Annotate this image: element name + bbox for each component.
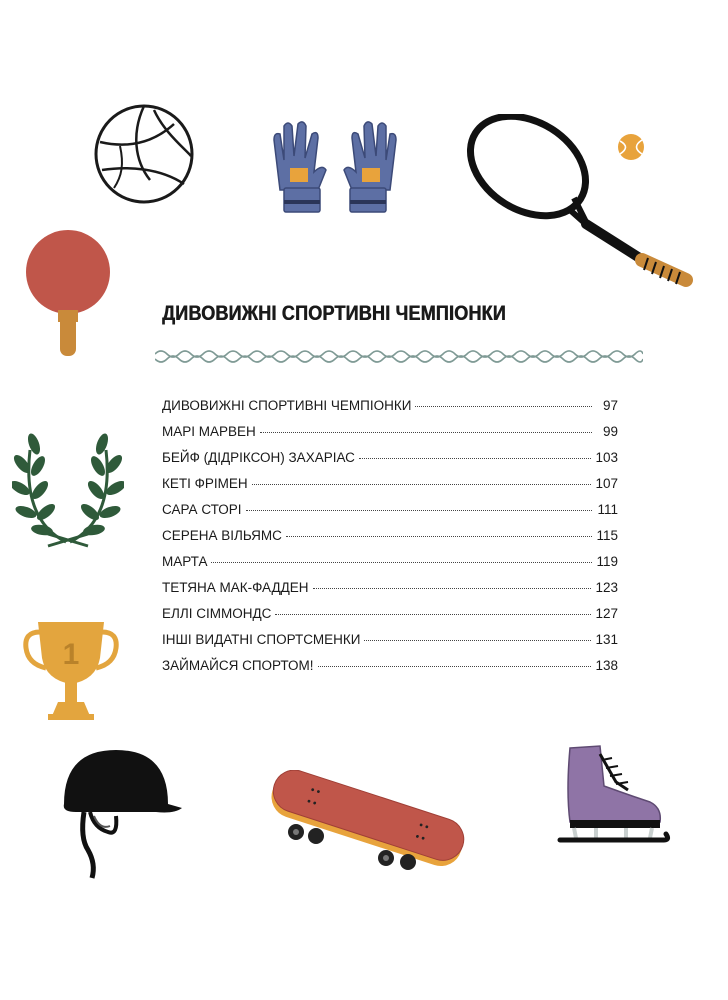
- dot-leader: [252, 484, 592, 485]
- volleyball-icon: [92, 102, 196, 206]
- gloves-icon: [266, 120, 404, 216]
- skateboard-icon: [262, 770, 472, 872]
- toc-entry-title: САРА СТОРІ: [162, 502, 242, 517]
- toc-entry: [162, 580, 618, 606]
- toc-entry-title: МАРТА: [162, 554, 208, 569]
- trophy-number: 1: [62, 638, 80, 671]
- toc-entry-title: КЕТІ ФРІМЕН: [162, 476, 248, 491]
- toc-entry-page: 107: [595, 476, 618, 491]
- dot-leader: [318, 666, 592, 667]
- toc-entry-page: 99: [602, 424, 618, 439]
- toc-entry-title: БЕЙФ (ДІДРІКСОН) ЗАХАРІАС: [162, 450, 355, 465]
- page-title: ДИВОВИЖНІ СПОРТИВНІ ЧЕМПІОНКИ: [162, 302, 506, 325]
- laurel-wreath-icon: [12, 430, 124, 550]
- dot-leader: [260, 432, 592, 433]
- dot-leader: [364, 640, 591, 641]
- tennis-racket-icon: [462, 114, 696, 290]
- toc-entry-page: 123: [595, 580, 618, 595]
- toc-entry-page: 103: [595, 450, 618, 465]
- toc-entry-page: 138: [595, 658, 618, 673]
- toc-entry-page: 97: [602, 398, 618, 413]
- toc-entry-title: СЕРЕНА ВІЛЬЯМС: [162, 528, 282, 543]
- toc-entry-title: ДИВОВИЖНІ СПОРТИВНІ ЧЕМПІОНКИ: [162, 398, 412, 413]
- toc-entry-page: 119: [596, 554, 618, 569]
- toc-entry: [162, 528, 618, 554]
- dot-leader: [415, 406, 592, 407]
- toc-entry: [162, 424, 618, 450]
- toc-entry-page: 115: [596, 528, 618, 543]
- toc-entry-title: ІНШІ ВИДАТНІ СПОРТСМЕНКИ: [162, 632, 361, 647]
- tennis-ball-icon: [616, 132, 646, 162]
- table-of-contents: [162, 398, 618, 684]
- dot-leader: [359, 458, 592, 459]
- toc-entry: [162, 554, 618, 580]
- riding-helmet-icon: [56, 746, 186, 882]
- dot-leader: [275, 614, 591, 615]
- toc-entry-page: 111: [597, 502, 618, 517]
- trophy-icon: [22, 618, 120, 724]
- wavy-divider: [155, 344, 643, 368]
- toc-entry-title: ЕЛЛІ СІММОНДС: [162, 606, 272, 621]
- ice-skate-icon: [556, 742, 672, 850]
- toc-entry: [162, 502, 618, 528]
- toc-entry-title: МАРІ МАРВЕН: [162, 424, 256, 439]
- dot-leader: [211, 562, 592, 563]
- toc-entry: [162, 658, 618, 684]
- ping-pong-paddle-icon: [24, 228, 114, 360]
- toc-entry-title: ТЕТЯНА МАК-ФАДДЕН: [162, 580, 309, 595]
- toc-entry-page: 127: [595, 606, 618, 621]
- toc-entry: [162, 632, 618, 658]
- dot-leader: [246, 510, 592, 511]
- toc-entry-title: ЗАЙМАЙСЯ СПОРТОМ!: [162, 658, 314, 673]
- toc-entry-page: 131: [595, 632, 618, 647]
- dot-leader: [286, 536, 592, 537]
- toc-entry: [162, 606, 618, 632]
- dot-leader: [313, 588, 592, 589]
- toc-entry: [162, 476, 618, 502]
- toc-entry: [162, 398, 618, 424]
- toc-entry: [162, 450, 618, 476]
